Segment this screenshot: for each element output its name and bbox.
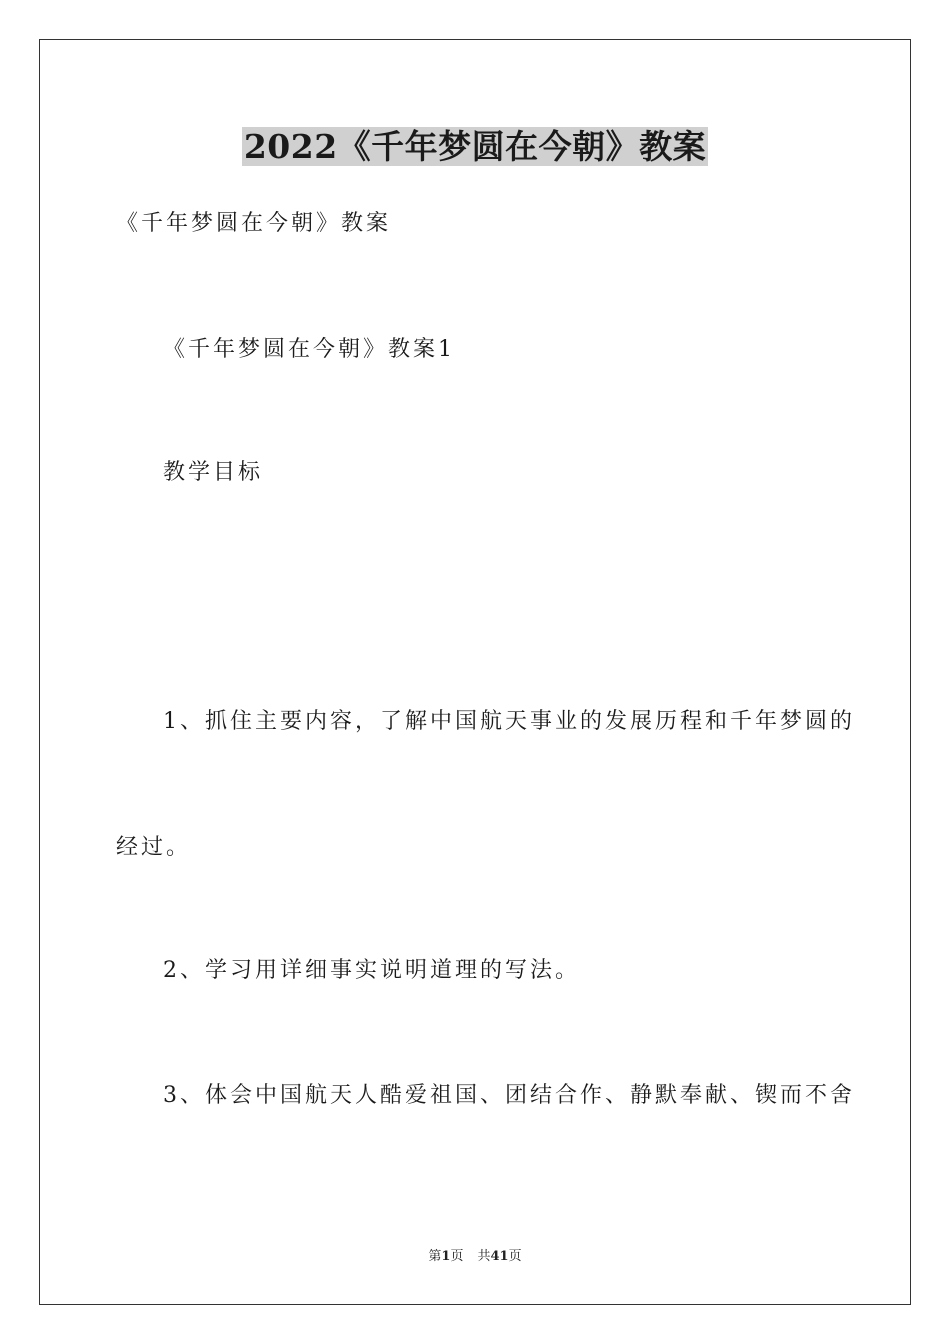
- paragraph-line: 1、抓住主要内容，了解中国航天事业的发展历程和千年梦圆的: [163, 709, 855, 734]
- page-suffix: 页: [450, 1249, 464, 1264]
- section-heading: 教学目标: [163, 460, 264, 485]
- page-prefix: 第: [428, 1249, 442, 1264]
- paragraph-line: 3、体会中国航天人酷爱祖国、团结合作、静默奉献、锲而不舍: [163, 1083, 855, 1108]
- paragraph-line: 《千年梦圆在今朝》教案: [116, 211, 392, 236]
- paragraph-line: 经过。: [116, 835, 192, 860]
- page-number: 1: [441, 1249, 451, 1264]
- paragraph-line: 《千年梦圆在今朝》教案1: [163, 337, 455, 362]
- total-prefix: 共: [477, 1249, 491, 1264]
- document-title: [0, 124, 950, 170]
- total-pages: 41: [490, 1249, 509, 1264]
- paragraph-line: 2、学习用详细事实说明道理的写法。: [163, 958, 580, 983]
- total-suffix: 页: [508, 1249, 522, 1264]
- title-text: 2022《千年梦圆在今朝》教案: [243, 127, 707, 166]
- page-footer: [0, 1248, 950, 1266]
